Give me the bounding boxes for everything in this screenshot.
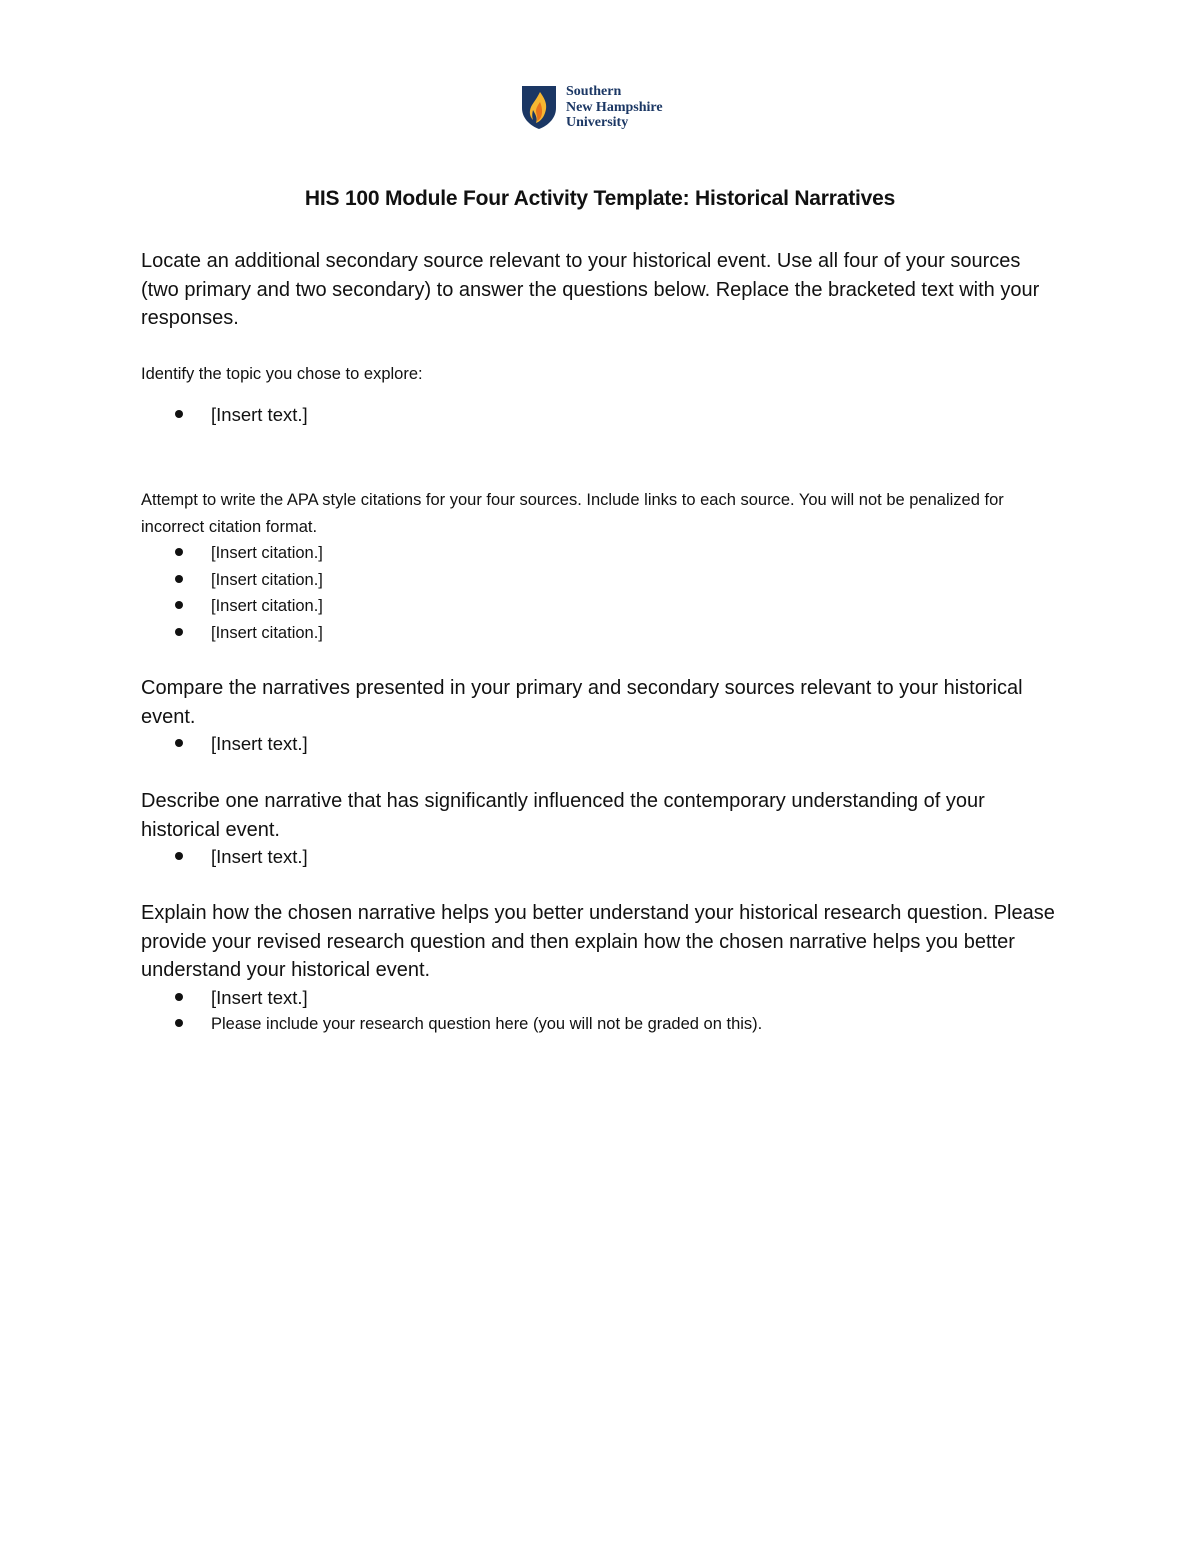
list-item: [Insert citation.] <box>141 593 1061 620</box>
bullet-list <box>141 985 1061 1038</box>
logo-wordmark <box>566 84 663 131</box>
list-item: [Insert text.] <box>141 731 1061 758</box>
list-item: [Insert citation.] <box>141 540 1061 567</box>
list-item: Please include your research question here (you will not be graded on this). <box>141 1011 1061 1038</box>
bullet-icon <box>175 601 183 609</box>
list-item: [Insert text.] <box>141 985 1061 1012</box>
bullet-icon <box>175 410 183 418</box>
bullet-list <box>141 844 1061 871</box>
bullet-icon <box>175 628 183 636</box>
logo-line-3: University <box>566 115 629 130</box>
section-explain <box>141 899 1061 1038</box>
list-item: [Insert text.] <box>141 844 1061 871</box>
shield-flame-icon <box>520 84 558 130</box>
intro-paragraph: Locate an additional secondary source relevant to your historical event. Use all four of your sources (two primary and two secondary) to answer the questions below. Replace the bracketed text with your responses. <box>141 250 1040 329</box>
list-item: [Insert citation.] <box>141 567 1061 594</box>
bullet-icon <box>175 548 183 556</box>
university-logo <box>520 84 663 131</box>
section-compare <box>141 674 1061 758</box>
bullet-icon <box>175 575 183 583</box>
bullet-list <box>141 731 1061 758</box>
section-prompt: Identify the topic you chose to explore: <box>141 365 423 383</box>
bullet-icon <box>175 852 183 860</box>
section-prompt: Attempt to write the APA style citations for your four sources. Include links to each source. You will not be penalized for incorrect citation format. <box>141 491 1004 536</box>
section-citations <box>141 487 1061 646</box>
bullet-list <box>141 402 1061 429</box>
bullet-list <box>141 540 1061 646</box>
intro-block <box>141 247 1061 333</box>
bullet-icon <box>175 1019 183 1027</box>
document-title: HIS 100 Module Four Activity Template: Historical Narratives <box>304 187 896 210</box>
logo-line-1: Southern <box>566 84 622 99</box>
section-prompt: Compare the narratives presented in your primary and secondary sources relevant to your historical event. <box>141 677 1023 728</box>
logo-line-2: New Hampshire <box>566 99 663 115</box>
list-item: [Insert citation.] <box>141 620 1061 647</box>
list-item: [Insert text.] <box>141 402 1061 429</box>
section-topic <box>141 361 1061 428</box>
section-prompt: Describe one narrative that has significantly influenced the contemporary understanding of your historical event. <box>141 790 985 841</box>
bullet-icon <box>175 993 183 1001</box>
bullet-icon <box>175 739 183 747</box>
section-describe <box>141 787 1061 871</box>
section-prompt: Explain how the chosen narrative helps you better understand your historical research question. Please provide your revised research question and then explain how the chosen narrative helps you better understand your historical event. <box>141 902 1055 981</box>
